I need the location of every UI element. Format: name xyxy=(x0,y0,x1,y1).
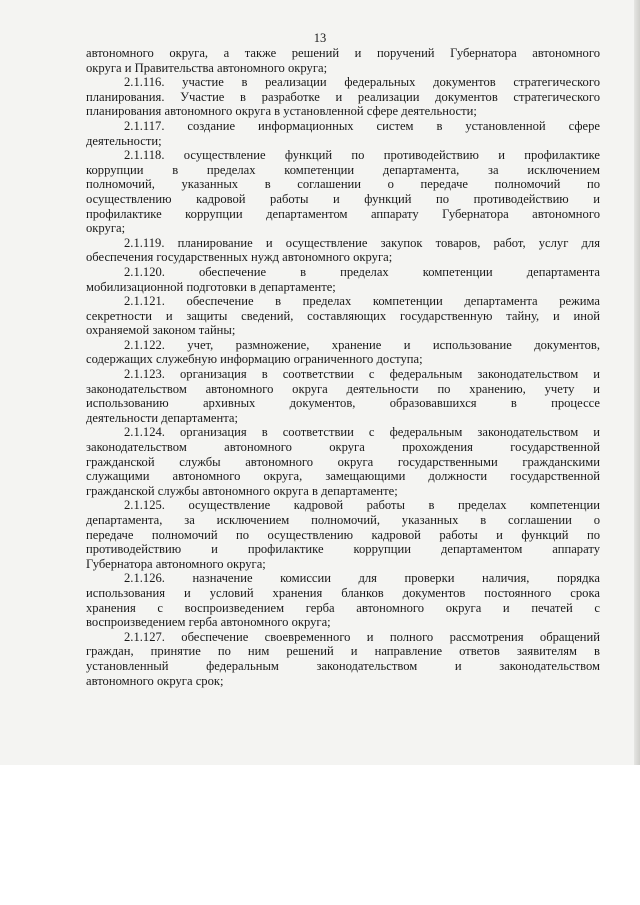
scan-edge-shadow xyxy=(634,0,640,765)
paragraph xyxy=(86,265,600,294)
text-line: 2.1.127. обеспечение своевременного и полного рассмотрения обращений xyxy=(124,629,600,644)
page-number: 13 xyxy=(313,31,327,45)
text-line: 2.1.120. обеспечение в пределах компетенции департамента xyxy=(124,264,600,279)
text-line: планирования автономного округа в установленной сфере деятельности; xyxy=(86,104,477,119)
text-line: граждан, принятие по ним решений и направление ответов заявителям в xyxy=(86,644,600,659)
text-line: 2.1.117. создание информационных систем в установленной сфере xyxy=(124,118,600,133)
text-line: округа и Правительства автономного округа; xyxy=(86,60,328,75)
text-line: 2.1.126. назначение комиссии для проверки наличия, порядка xyxy=(124,571,600,586)
text-line: планирования. Участие в разработке и реализации документов стратегического xyxy=(86,89,600,104)
blank-margin xyxy=(0,765,640,905)
text-line: обеспечения государственных нужд автономного округа; xyxy=(86,250,393,265)
paragraph xyxy=(86,75,600,119)
text-line: деятельности департамента; xyxy=(86,410,238,425)
text-line: 2.1.124. организация в соответствии с федеральным законодательством и xyxy=(124,425,600,440)
text-line: передаче полномочий по осуществлению кадровой работы и функций по xyxy=(86,527,600,542)
document-body xyxy=(86,46,600,688)
text-line: гражданской службы автономного округа в департаменте; xyxy=(86,483,398,498)
text-line: 2.1.116. участие в реализации федеральных документов стратегического xyxy=(124,75,600,90)
text-line: установленный федеральным законодательством и законодательством xyxy=(86,658,600,673)
text-line: 2.1.118. осуществление функций по противодействию и профилактике xyxy=(124,148,600,163)
text-line: 2.1.121. обеспечение в пределах компетенции департамента режима xyxy=(124,294,600,309)
text-line: 2.1.123. организация в соответствии с федеральным законодательством и xyxy=(124,367,600,382)
text-line: служащими автономного округа, замещающими должности государственной xyxy=(86,469,600,484)
text-line: использования и условий хранения бланков документов постоянного срока xyxy=(86,585,600,600)
text-line: законодательством автономного округа прохождения государственной xyxy=(86,440,600,455)
paragraph xyxy=(86,630,600,688)
paragraph xyxy=(86,148,600,236)
text-line: мобилизационной подготовки в департаменте; xyxy=(86,279,336,294)
text-line: секретности и защиты сведений, составляющих государственную тайну, и иной xyxy=(86,308,600,323)
text-line: противодействию и профилактике коррупции департаментом аппарату xyxy=(86,542,600,557)
text-line: коррупции в пределах компетенции департамента, за исключением xyxy=(86,162,600,177)
paragraph xyxy=(86,367,600,425)
text-line: 2.1.122. учет, размножение, хранение и использование документов, xyxy=(124,337,600,352)
text-line: гражданской службы автономного округа государственными гражданскими xyxy=(86,454,600,469)
paragraph xyxy=(86,119,600,148)
text-line: Губернатора автономного округа; xyxy=(86,556,266,571)
text-line: деятельности; xyxy=(86,133,162,148)
paragraph xyxy=(86,498,600,571)
text-line: округа; xyxy=(86,221,126,236)
text-line: 2.1.125. осуществление кадровой работы в пределах компетенции xyxy=(124,498,600,513)
text-line: воспроизведением герба автономного округа; xyxy=(86,615,331,630)
text-line: содержащих служебную информацию ограниченного доступа; xyxy=(86,352,423,367)
text-line: законодательством автономного округа деятельности по хранению, учету и xyxy=(86,381,600,396)
paragraph xyxy=(86,294,600,338)
text-line: автономного округа срок; xyxy=(86,673,224,688)
text-line: охраняемой законом тайны; xyxy=(86,323,236,338)
text-line: профилактике коррупции департаментом аппарату Губернатора автономного xyxy=(86,206,600,221)
paragraph xyxy=(86,425,600,498)
text-line: использованию архивных документов, образовавшихся в процессе xyxy=(86,396,600,411)
text-line: осуществлению кадровой работы и функций по противодействию и xyxy=(86,191,600,206)
text-line: полномочий, указанных в соглашении о передаче полномочий по xyxy=(86,177,600,192)
text-line: департамента, за исключением полномочий, указанных в соглашении о xyxy=(86,513,600,527)
paragraph xyxy=(86,571,600,629)
text-line: автономного округа, а также решений и поручений Губернатора автономного xyxy=(86,46,600,60)
paragraph xyxy=(86,46,600,75)
text-line: 2.1.119. планирование и осуществление закупок товаров, работ, услуг для xyxy=(124,235,600,250)
text-line: хранения с воспроизведением герба автономного округа и печатей с xyxy=(86,600,600,615)
paragraph xyxy=(86,236,600,265)
paragraph xyxy=(86,338,600,367)
